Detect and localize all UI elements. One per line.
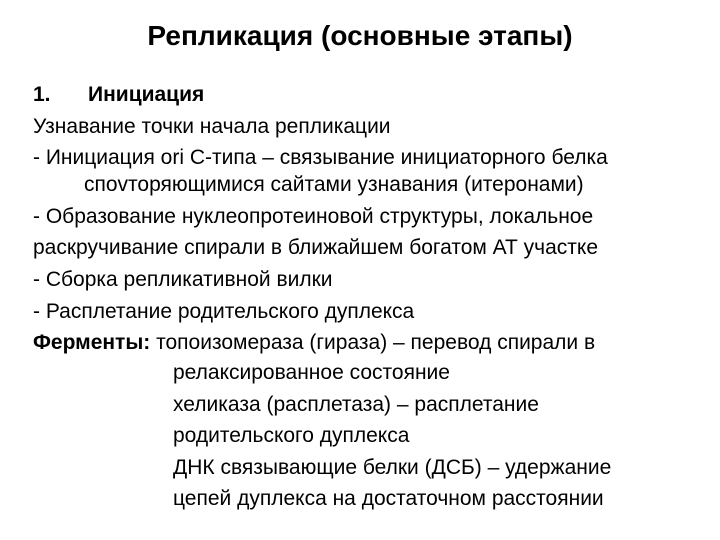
enzyme-line: ДНК связывающие белки (ДСБ) – удержание (173, 456, 612, 479)
section-title: Инициация (88, 83, 205, 106)
section-number: 1. (33, 83, 51, 106)
enzymes-line (33, 328, 595, 358)
text-line: раскручивание спирали в ближайшем богатом АТ участке (33, 236, 599, 259)
slide-title: Репликация (основные этапы) (147, 20, 573, 51)
text-line: - Инициация ori C-типа – связывание инициаторного белка (33, 146, 608, 169)
enzyme-line: родительского дуплекса (173, 424, 410, 447)
enzyme-text: топоизомераза (гираза) – перевод спирали в (156, 331, 596, 354)
text-line: спovторяющимися сайтами узнавания (итеронами) (84, 173, 584, 196)
text-line: - Образование нуклеопротеиновой структуры, локальное (33, 205, 594, 228)
text-line: - Сборка репликативной вилки (33, 268, 333, 291)
text-line: Узнавание точки начала репликации (33, 115, 391, 138)
text-line: - Расплетание родительского дуплекса (33, 300, 415, 323)
enzyme-line: релаксированное состояние (173, 361, 450, 384)
enzyme-line: хеликаза (расплетаза) – расплетание (173, 393, 539, 416)
enzymes-label: Ферменты: (33, 331, 151, 354)
enzyme-line: цепей дуплекса на достаточном расстоянии (173, 487, 604, 510)
section-heading (33, 80, 204, 110)
